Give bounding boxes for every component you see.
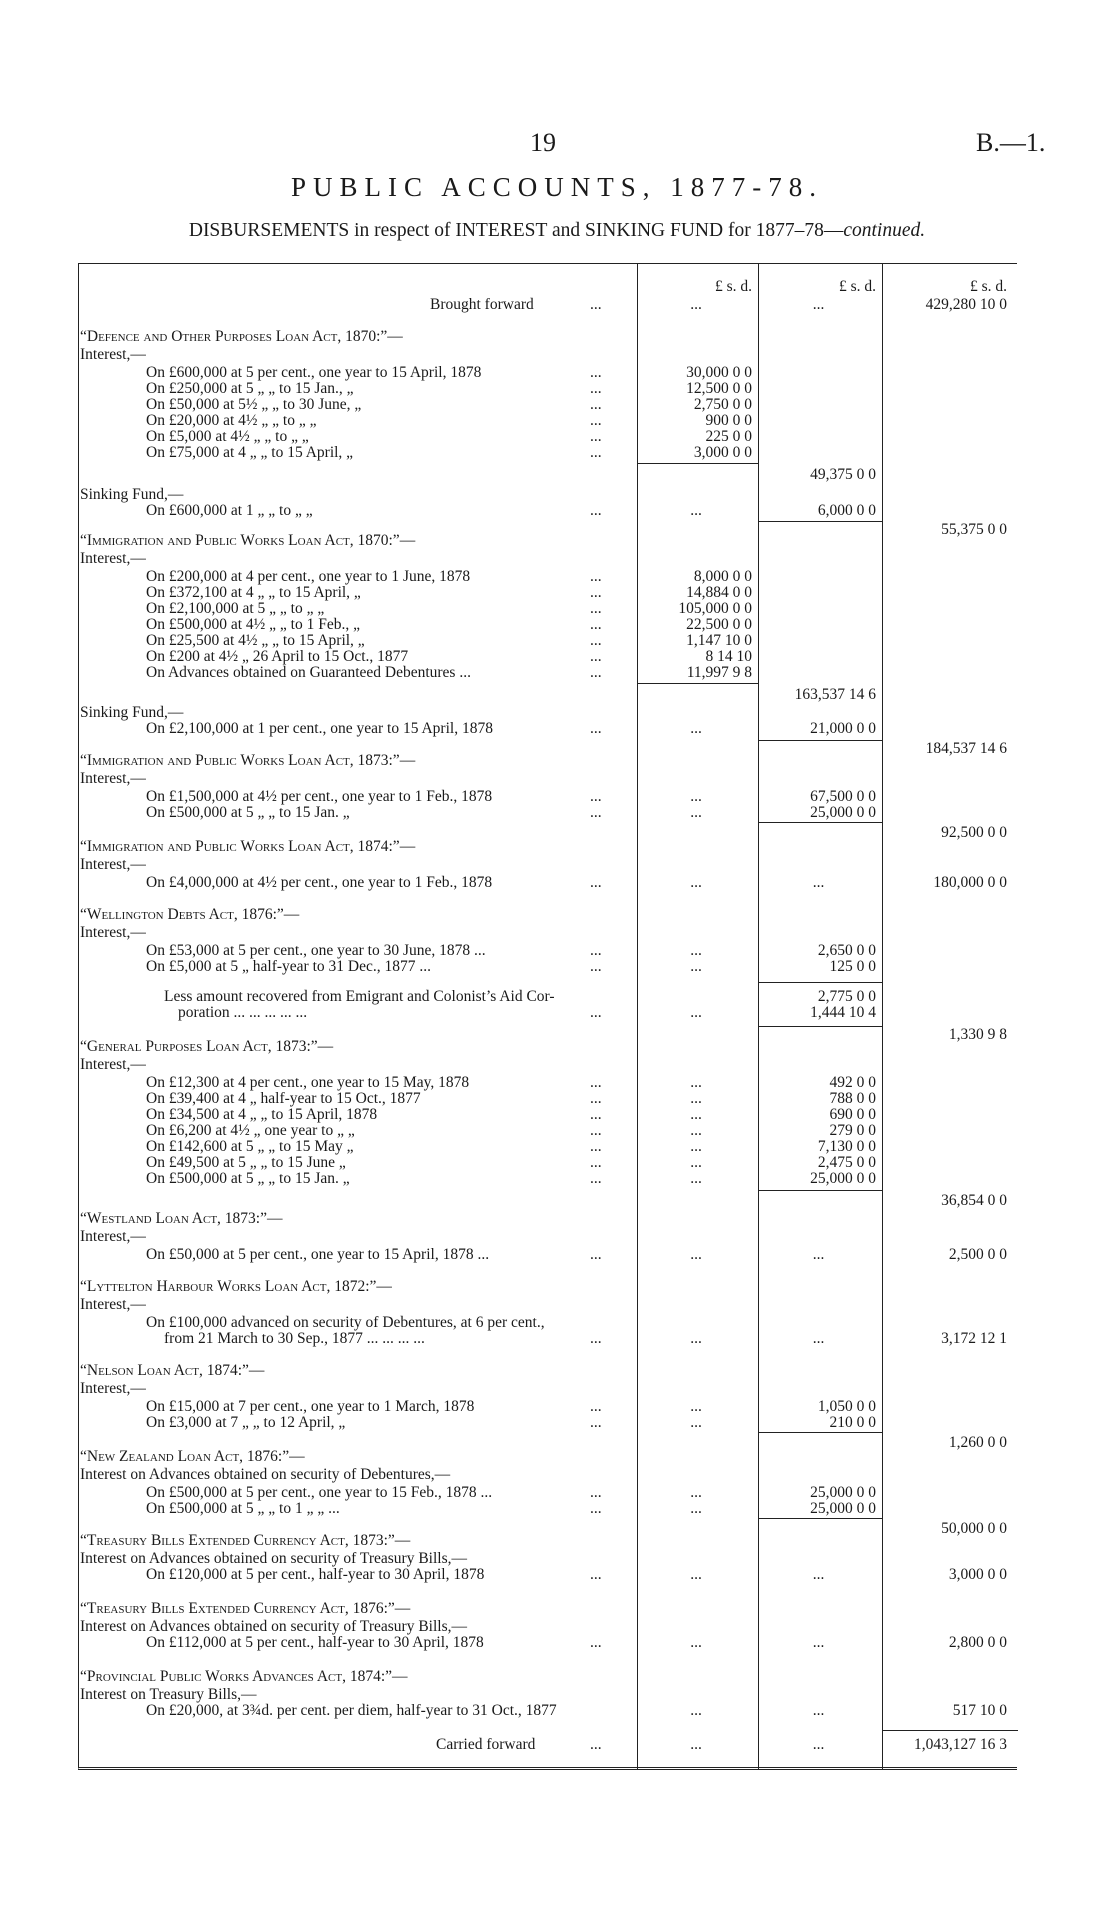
line-text: On £500,000 at 5 „ „ to 15 Jan. „ — [146, 804, 350, 821]
amount-c1: ... — [690, 1484, 702, 1501]
amount-c2: 279 0 0 — [829, 1122, 876, 1139]
amount-c2: ... — [812, 1330, 825, 1347]
line-text: On £250,000 at 5 „ „ to 15 Jan., „ — [146, 380, 354, 397]
amount-c2: 25,000 0 0 — [810, 1500, 876, 1517]
line-text: Interest,— — [80, 924, 146, 941]
line-text: On £120,000 at 5 per cent., half-year to 30 April, 1878 — [146, 1566, 485, 1583]
leader-dots: ... — [590, 874, 602, 891]
act-heading: “General Purposes Loan Act, 1873:”— — [80, 1038, 334, 1055]
amount-c3: 2,800 0 0 — [948, 1634, 1007, 1651]
amount-c3: 180,000 0 0 — [933, 874, 1007, 891]
amount-c1: ... — [690, 502, 702, 519]
line-text: On Advances obtained on Guaranteed Debentures ... — [146, 664, 471, 681]
line-text: On £20,000, at 3¾d. per cent. per diem, half-year to 31 Oct., 1877 — [146, 1702, 557, 1719]
document-reference: B.—1. — [976, 128, 1046, 157]
column-divider — [882, 263, 883, 1769]
line-text: Interest,— — [80, 856, 146, 873]
amount-c1: 2,750 0 0 — [693, 396, 752, 413]
amount-c1: ... — [690, 1702, 702, 1719]
line-text: On £6,200 at 4½ „ one year to „ „ — [146, 1122, 355, 1139]
act-heading: “Immigration and Public Works Loan Act, 1873:”— — [80, 752, 416, 769]
subtotal-rule — [758, 1026, 882, 1027]
amount-c2: 2,650 0 0 — [817, 942, 876, 959]
leader-dots: ... — [590, 396, 602, 413]
leader-dots: ... — [590, 444, 602, 461]
line-text: Sinking Fund,— — [80, 704, 184, 721]
amount-c3: 2,500 0 0 — [948, 1246, 1007, 1263]
line-text: Interest,— — [80, 550, 146, 567]
leader-dots: ... — [590, 632, 602, 649]
subtitle-main: DISBURSEMENTS in respect of INTEREST and SINKING FUND for 1877–78— — [188, 220, 844, 241]
page-title: PUBLIC ACCOUNTS, 1877-78. — [290, 172, 824, 202]
amount-c2: ... — [812, 1566, 825, 1583]
leader-dots: ... — [590, 584, 602, 601]
amount-c1: ... — [690, 1138, 702, 1155]
amount-c2: 163,537 14 6 — [794, 686, 876, 703]
line-text: On £500,000 at 5 „ „ to 1 „ „ ... — [146, 1500, 340, 1517]
subtotal-rule — [758, 1432, 882, 1433]
line-text: On £142,600 at 5 „ „ to 15 May „ — [146, 1138, 354, 1155]
act-heading: “Treasury Bills Extended Currency Act, 1876:”— — [80, 1600, 411, 1617]
subtotal-rule — [758, 521, 882, 522]
line-text: On £5,000 at 5 „ half-year to 31 Dec., 1877 ... — [146, 958, 431, 975]
line-text: On £50,000 at 5 per cent., one year to 15 April, 1878 ... — [146, 1246, 490, 1263]
line-text: On £200 at 4½ „ 26 April to 15 Oct., 1877 — [146, 648, 409, 665]
line-text: Interest on Treasury Bills,— — [80, 1686, 257, 1703]
leader-dots: ... — [590, 600, 602, 617]
act-heading: “Westland Loan Act, 1873:”— — [80, 1210, 283, 1227]
subtotal-rule — [758, 740, 882, 741]
amount-c2: 210 0 0 — [829, 1414, 876, 1431]
leader-dots: ... — [590, 380, 602, 397]
amount-c1: ... — [690, 1398, 702, 1415]
total-rule — [882, 1730, 1018, 1731]
line-text: On £4,000,000 at 4½ per cent., one year to 1 Feb., 1878 — [146, 874, 493, 891]
amount-c2: 125 0 0 — [829, 958, 876, 975]
leader-dots: ... — [590, 1500, 602, 1517]
amount-c3: 184,537 14 6 — [925, 740, 1007, 757]
leader-dots: ... — [590, 568, 602, 585]
leader-dots: ... — [590, 1246, 602, 1263]
amount-c3: 1,260 0 0 — [948, 1434, 1007, 1451]
line-text: On £200,000 at 4 per cent., one year to 1 June, 1878 — [146, 568, 471, 585]
line-text: On £20,000 at 4½ „ „ to „ „ — [146, 412, 317, 429]
line-text: Interest,— — [80, 346, 146, 363]
amount-c2: ... — [812, 1736, 825, 1753]
amount-c3: 3,172 12 1 — [941, 1330, 1007, 1347]
leader-dots: ... — [590, 1004, 602, 1021]
amount-c1: ... — [690, 1736, 702, 1753]
subtotal-rule — [758, 1518, 882, 1519]
line-text: Interest,— — [80, 770, 146, 787]
line-text: Interest on Advances obtained on security of Debentures,— — [80, 1466, 451, 1483]
leader-dots: ... — [590, 664, 602, 681]
line-text: Carried forward — [436, 1736, 536, 1753]
amount-c1: 8 14 10 — [705, 648, 752, 665]
amount-c2: ... — [812, 1246, 825, 1263]
line-text: On £12,300 at 4 per cent., one year to 15 May, 1878 — [146, 1074, 470, 1091]
amount-c3: 517 10 0 — [952, 1702, 1007, 1719]
leader-dots: ... — [590, 1736, 602, 1753]
amount-c1: ... — [690, 1154, 702, 1171]
line-text: Interest,— — [80, 1380, 146, 1397]
amount-c1: ... — [690, 874, 702, 891]
line-text: On £500,000 at 5 „ „ to 15 Jan. „ — [146, 1170, 350, 1187]
leader-dots: ... — [590, 1484, 602, 1501]
leader-dots: ... — [590, 296, 602, 313]
amount-c1: 1,147 10 0 — [686, 632, 752, 649]
amount-c3: 429,280 10 0 — [925, 296, 1007, 313]
amount-c3: 50,000 0 0 — [941, 1520, 1007, 1537]
leader-dots: ... — [590, 428, 602, 445]
amount-c2: 25,000 0 0 — [810, 804, 876, 821]
line-text: On £500,000 at 4½ „ „ to 1 Feb., „ — [146, 616, 360, 633]
amount-c1: ... — [690, 720, 702, 737]
leader-dots: ... — [590, 1330, 602, 1347]
amount-c2: ... — [812, 296, 825, 313]
line-text: from 21 March to 30 Sep., 1877 ... ... ... ... — [164, 1330, 425, 1347]
act-heading: “Immigration and Public Works Loan Act, 1870:”— — [80, 532, 416, 549]
line-text: On £600,000 at 5 per cent., one year to 15 April, 1878 — [146, 364, 482, 381]
amount-c2: 492 0 0 — [829, 1074, 876, 1091]
act-heading: “Treasury Bills Extended Currency Act, 1873:”— — [80, 1532, 411, 1549]
amount-c2: 2,475 0 0 — [817, 1154, 876, 1171]
amount-c1: ... — [690, 1330, 702, 1347]
line-text: On £2,100,000 at 1 per cent., one year to 15 April, 1878 — [146, 720, 493, 737]
line-text: On £49,500 at 5 „ „ to 15 June „ — [146, 1154, 346, 1171]
amount-c1: 12,500 0 0 — [686, 380, 752, 397]
line-text: Less amount recovered from Emigrant and Colonist’s Aid Cor- — [164, 988, 555, 1005]
line-text: poration ... ... ... ... ... — [178, 1004, 308, 1021]
amount-c1: ... — [690, 804, 702, 821]
subtitle-continued: continued. — [843, 220, 926, 241]
leader-dots: ... — [590, 942, 602, 959]
line-text: On £372,100 at 4 „ „ to 15 April, „ — [146, 584, 361, 601]
amount-c3: 55,375 0 0 — [941, 521, 1007, 538]
line-text: Brought forward — [430, 296, 534, 313]
leader-dots: ... — [590, 364, 602, 381]
line-text: On £50,000 at 5½ „ „ to 30 June, „ — [146, 396, 362, 413]
amount-c1: ... — [690, 788, 702, 805]
amount-c2: 690 0 0 — [829, 1106, 876, 1123]
amount-c1: ... — [690, 1122, 702, 1139]
page-subtitle — [0, 220, 1114, 242]
amount-c1: ... — [690, 1074, 702, 1091]
line-text: On £25,500 at 4½ „ „ to 15 April, „ — [146, 632, 365, 649]
amount-c2: 25,000 0 0 — [810, 1484, 876, 1501]
leader-dots: ... — [590, 502, 602, 519]
amount-c2: ... — [812, 1634, 825, 1651]
amount-c1: ... — [690, 1004, 702, 1021]
currency-header-col1: £ s. d. — [714, 278, 752, 295]
leader-dots: ... — [590, 1634, 602, 1651]
amount-c1: ... — [690, 296, 702, 313]
amount-c1: ... — [690, 958, 702, 975]
amount-c1: 105,000 0 0 — [678, 600, 752, 617]
subtotal-rule — [758, 1190, 882, 1191]
amount-c2: 7,130 0 0 — [817, 1138, 876, 1155]
column-divider — [637, 263, 638, 1769]
subtotal-rule — [758, 982, 882, 983]
leader-dots: ... — [590, 1154, 602, 1171]
amount-c1: ... — [690, 1500, 702, 1517]
amount-c2: ... — [812, 874, 825, 891]
amount-c2: 49,375 0 0 — [810, 466, 876, 483]
amount-c2: ... — [812, 1702, 825, 1719]
line-text: Interest,— — [80, 1056, 146, 1073]
leader-dots: ... — [590, 958, 602, 975]
amount-c1: ... — [690, 1106, 702, 1123]
amount-c1: 14,884 0 0 — [686, 584, 752, 601]
leader-dots: ... — [590, 1122, 602, 1139]
leader-dots: ... — [590, 804, 602, 821]
line-text: On £100,000 advanced on security of Debentures, at 6 per cent., — [146, 1314, 545, 1331]
line-text: Sinking Fund,— — [80, 486, 184, 503]
amount-c1: 30,000 0 0 — [686, 364, 752, 381]
leader-dots: ... — [590, 1106, 602, 1123]
column-divider — [758, 263, 759, 1769]
act-heading: “Wellington Debts Act, 1876:”— — [80, 906, 300, 923]
subtotal-rule — [637, 463, 758, 464]
amount-c1: ... — [690, 1090, 702, 1107]
line-text: On £2,100,000 at 5 „ „ to „ „ — [146, 600, 325, 617]
leader-dots: ... — [590, 648, 602, 665]
amount-c1: 8,000 0 0 — [693, 568, 752, 585]
leader-dots: ... — [590, 1414, 602, 1431]
act-heading: “Provincial Public Works Advances Act, 1874:”— — [80, 1668, 408, 1685]
amount-c3: 1,043,127 16 3 — [914, 1736, 1007, 1753]
page-number: 19 — [530, 128, 556, 157]
amount-c1: ... — [690, 1170, 702, 1187]
leader-dots: ... — [590, 788, 602, 805]
line-text: On £75,000 at 4 „ „ to 15 April, „ — [146, 444, 354, 461]
amount-c1: ... — [690, 1414, 702, 1431]
line-text: On £1,500,000 at 4½ per cent., one year to 1 Feb., 1878 — [146, 788, 493, 805]
subtotal-rule — [758, 822, 882, 823]
leader-dots: ... — [590, 720, 602, 737]
amount-c3: 92,500 0 0 — [941, 824, 1007, 841]
amount-c1: 225 0 0 — [705, 428, 752, 445]
leader-dots: ... — [590, 616, 602, 633]
amount-c2: 6,000 0 0 — [817, 502, 876, 519]
amount-c3: 3,000 0 0 — [948, 1566, 1007, 1583]
amount-c1: ... — [690, 1246, 702, 1263]
subtotal-rule — [637, 683, 758, 684]
amount-c1: 900 0 0 — [705, 412, 752, 429]
act-heading: “Immigration and Public Works Loan Act, 1874:”— — [80, 838, 416, 855]
amount-c1: ... — [690, 1566, 702, 1583]
amount-c2: 2,775 0 0 — [817, 988, 876, 1005]
line-text: On £34,500 at 4 „ „ to 15 April, 1878 — [146, 1106, 378, 1123]
amount-c2: 21,000 0 0 — [810, 720, 876, 737]
line-text: Interest on Advances obtained on security of Treasury Bills,— — [80, 1550, 468, 1567]
line-text: On £3,000 at 7 „ „ to 12 April, „ — [146, 1414, 346, 1431]
currency-header-col2: £ s. d. — [838, 278, 876, 295]
line-text: Interest on Advances obtained on security of Treasury Bills,— — [80, 1618, 468, 1635]
amount-c1: ... — [690, 1634, 702, 1651]
act-heading: “Lyttelton Harbour Works Loan Act, 1872:”— — [80, 1278, 392, 1295]
leader-dots: ... — [590, 412, 602, 429]
leader-dots: ... — [590, 1074, 602, 1091]
act-heading: “Nelson Loan Act, 1874:”— — [80, 1362, 265, 1379]
line-text: On £39,400 at 4 „ half-year to 15 Oct., 1877 — [146, 1090, 421, 1107]
act-heading: “New Zealand Loan Act, 1876:”— — [80, 1448, 305, 1465]
line-text: On £112,000 at 5 per cent., half-year to 30 April, 1878 — [146, 1634, 484, 1651]
leader-dots: ... — [590, 1170, 602, 1187]
line-text: Interest,— — [80, 1296, 146, 1313]
line-text: Interest,— — [80, 1228, 146, 1245]
amount-c1: 22,500 0 0 — [686, 616, 752, 633]
leader-dots: ... — [590, 1138, 602, 1155]
amount-c2: 67,500 0 0 — [810, 788, 876, 805]
line-text: On £600,000 at 1 „ „ to „ „ — [146, 502, 313, 519]
amount-c1: 11,997 9 8 — [686, 664, 752, 681]
act-heading: “Defence and Other Purposes Loan Act, 1870:”— — [80, 328, 403, 345]
line-text: On £53,000 at 5 per cent., one year to 30 June, 1878 ... — [146, 942, 486, 959]
leader-dots: ... — [590, 1090, 602, 1107]
amount-c1: 3,000 0 0 — [693, 444, 752, 461]
amount-c2: 25,000 0 0 — [810, 1170, 876, 1187]
amount-c2: 1,050 0 0 — [817, 1398, 876, 1415]
currency-header-col3: £ s. d. — [969, 278, 1007, 295]
line-text: On £5,000 at 4½ „ „ to „ „ — [146, 428, 309, 445]
amount-c1: ... — [690, 942, 702, 959]
line-text: On £500,000 at 5 per cent., one year to 15 Feb., 1878 ... — [146, 1484, 493, 1501]
amount-c2: 788 0 0 — [829, 1090, 876, 1107]
leader-dots: ... — [590, 1566, 602, 1583]
line-text: On £15,000 at 7 per cent., one year to 1 March, 1878 — [146, 1398, 475, 1415]
amount-c2: 1,444 10 4 — [810, 1004, 876, 1021]
amount-c3: 1,330 9 8 — [948, 1026, 1007, 1043]
amount-c3: 36,854 0 0 — [941, 1192, 1007, 1209]
leader-dots: ... — [590, 1398, 602, 1415]
